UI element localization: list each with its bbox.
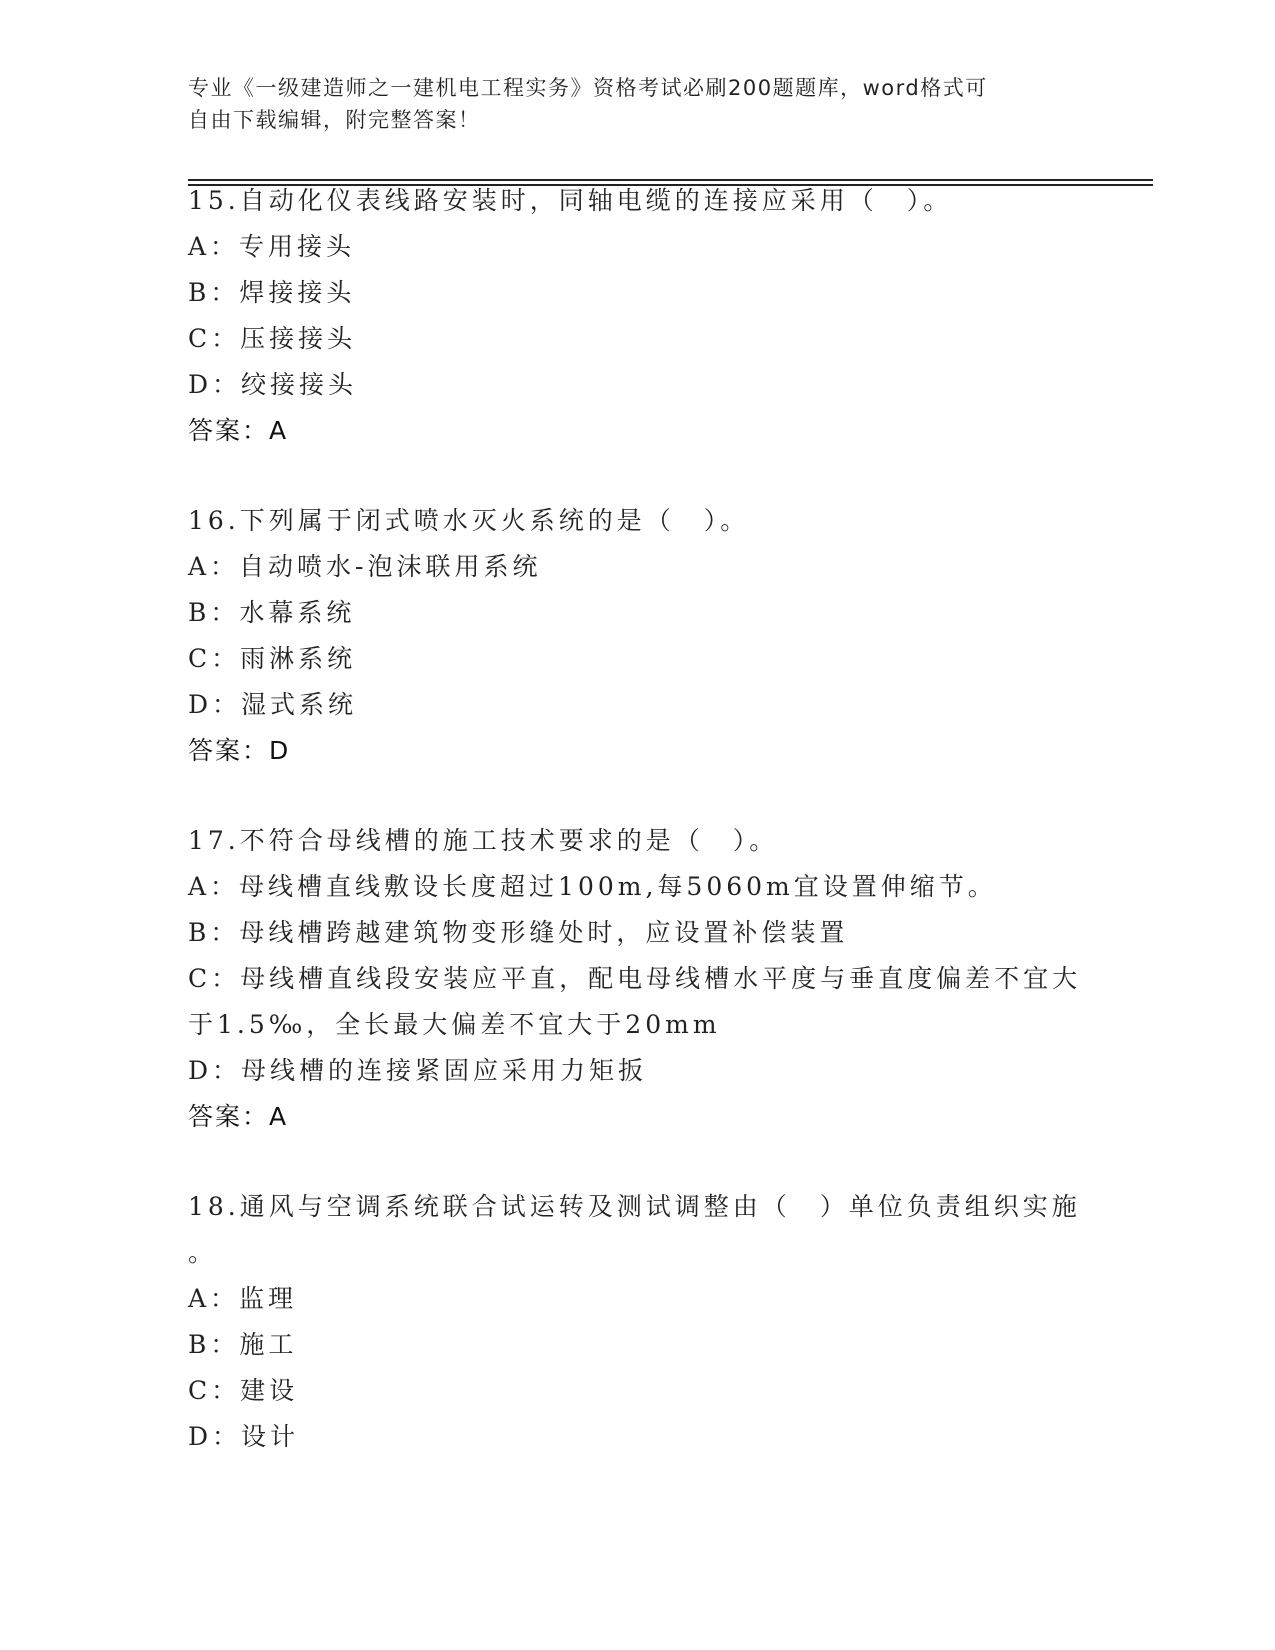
- option-c: C：雨淋系统: [188, 644, 357, 673]
- option-c: C：压接接头: [188, 324, 357, 353]
- option-a: A：自动喷水-泡沫联用系统: [188, 552, 542, 581]
- option-b: B：水幕系统: [188, 598, 356, 627]
- question-15: [188, 178, 1088, 454]
- option-b: B：母线槽跨越建筑物变形缝处时，应设置补偿装置: [188, 918, 849, 947]
- option-c: C：母线槽直线段安装应平直，配电母线槽水平度与垂直度偏差不宜大: [188, 964, 1082, 993]
- question-stem-continued: 。: [188, 1238, 218, 1267]
- option-c: C：建设: [188, 1376, 299, 1405]
- answer: 答案：A: [188, 1102, 289, 1131]
- option-a: A：监理: [188, 1284, 298, 1313]
- question-stem: 15.自动化仪表线路安装时，同轴电缆的连接应采用（ ）。: [188, 186, 953, 215]
- option-a: A：母线槽直线敷设长度超过100m,每5060m宜设置伸缩节。: [188, 872, 997, 901]
- question-stem: 16.下列属于闭式喷水灭火系统的是（ ）。: [188, 506, 750, 535]
- question-18: [188, 1184, 1088, 1460]
- option-d: D：绞接接头: [188, 370, 358, 399]
- option-c-continued: 于1.5‰，全长最大偏差不宜大于20mm: [188, 1010, 721, 1039]
- document-header: [188, 72, 1088, 136]
- option-d: D：湿式系统: [188, 690, 358, 719]
- question-17: [188, 818, 1088, 1140]
- header-line-2: 自由下载编辑，附完整答案！: [188, 108, 481, 132]
- option-d: D：母线槽的连接紧固应采用力矩扳: [188, 1056, 648, 1085]
- option-d: D：设计: [188, 1422, 300, 1451]
- question-stem: 17.不符合母线槽的施工技术要求的是（ ）。: [188, 826, 779, 855]
- option-b: B：施工: [188, 1330, 298, 1359]
- question-16: [188, 498, 1088, 774]
- answer: 答案：D: [188, 736, 291, 765]
- answer: 答案：A: [188, 416, 289, 445]
- option-a: A：专用接头: [188, 232, 356, 261]
- option-b: B：焊接接头: [188, 278, 356, 307]
- header-line-1: 专业《一级建造师之一建机电工程实务》资格考试必刷200题题库，word格式可: [188, 76, 988, 100]
- question-stem: 18.通风与空调系统联合试运转及测试调整由（ ）单位负责组织实施: [188, 1192, 1081, 1221]
